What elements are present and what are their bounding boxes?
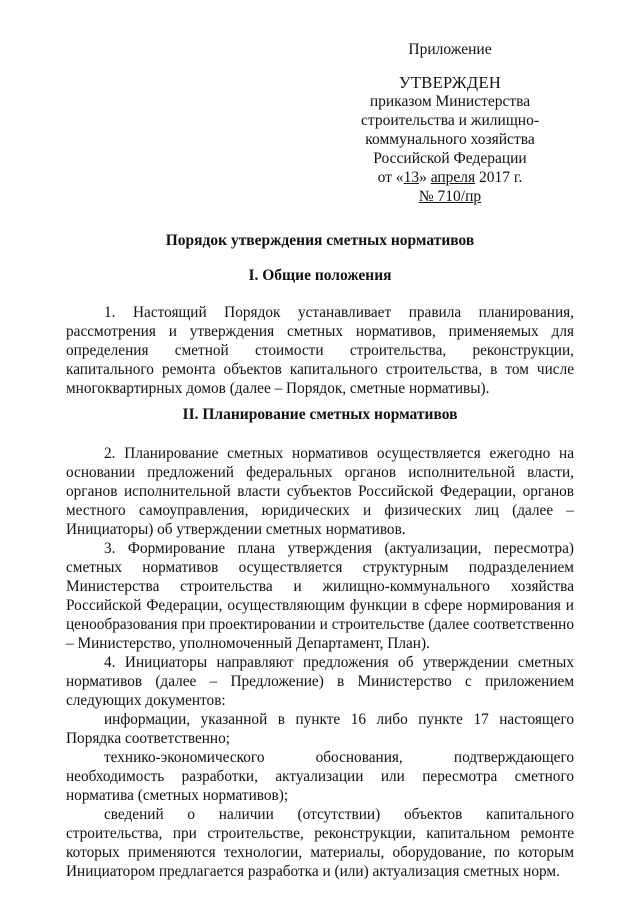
document-title: Порядок утверждения сметных нормативов [165, 232, 475, 249]
paragraph-4-item-2: технико-экономического обоснования, подтверждающего необходимость разработки, актуализации или пересмотра сметного норматива (сметных нормативов); [66, 749, 574, 804]
approval-line-1: приказом Министерства [369, 93, 531, 110]
section-2-heading: II. Планирование сметных нормативов [182, 406, 458, 423]
paragraph-2: 2. Планирование сметных нормативов осуществляется ежегодно на основании предложений федеральных органов исполнительной власти, органов исполнительной власти субъектов Российской Федерации, органов местного самоуправления, юридических и физических лиц (далее – Инициаторы) об утверждении сметных нормативов. [66, 445, 574, 538]
section-2-body [66, 444, 574, 881]
paragraph-1: 1. Настоящий Порядок устанавливает правила планирования, рассмотрения и утверждения сметных нормативов, применяемых для определения сметной стоимости строительства, реконструкции, капитального ремонта объектов капитального строительства, в том числе многоквартирных домов (далее – Порядок, сметные нормативы). [66, 304, 574, 397]
order-date [350, 168, 550, 187]
section-1-body [66, 303, 574, 398]
paragraph-4-item-1: информации, указанной в пункте 16 либо пункте 17 настоящего Порядка соответственно; [66, 711, 574, 747]
order-number: № 710/пр [418, 188, 482, 205]
date-day: 13 [403, 169, 420, 186]
paragraph-4: 4. Инициаторы направляют предложения об утверждении сметных нормативов (далее – Предложение) в Министерство с приложением следующих документов: [66, 654, 574, 709]
approval-line-4: Российской Федерации [373, 150, 527, 167]
approval-line-2: строительства и жилищно- [361, 112, 539, 129]
approval-line-3: коммунального хозяйства [365, 131, 535, 148]
date-month: апреля [430, 169, 476, 186]
approved-label: УТВЕРЖДЕН [398, 73, 502, 92]
date-year: 2017 г. [475, 169, 523, 186]
date-mid: » [419, 169, 431, 186]
appendix-label: Приложение [408, 41, 492, 58]
section-1-heading: I. Общие положения [248, 267, 392, 284]
date-prefix: от « [377, 169, 404, 186]
paragraph-3: 3. Формирование плана утверждения (актуализации, пересмотра) сметных нормативов осуществляется структурным подразделением Министерства строительства и жилищно-коммунального хозяйства Российской Федерации, осуществляющим функции в сфере нормирования и ценообразования при проектировании и строительстве (далее соответственно – Министерство, уполномоченный Департамент, План). [66, 540, 574, 652]
paragraph-4-item-3: сведений о наличии (отсутствии) объектов капитального строительства, при строительстве, реконструкции, капитальном ремонте которых применяются технологии, материалы, оборудование, по которым Инициатором предлагается разработка и (или) актуализация сметных норм. [66, 806, 574, 880]
approval-block [350, 40, 550, 206]
